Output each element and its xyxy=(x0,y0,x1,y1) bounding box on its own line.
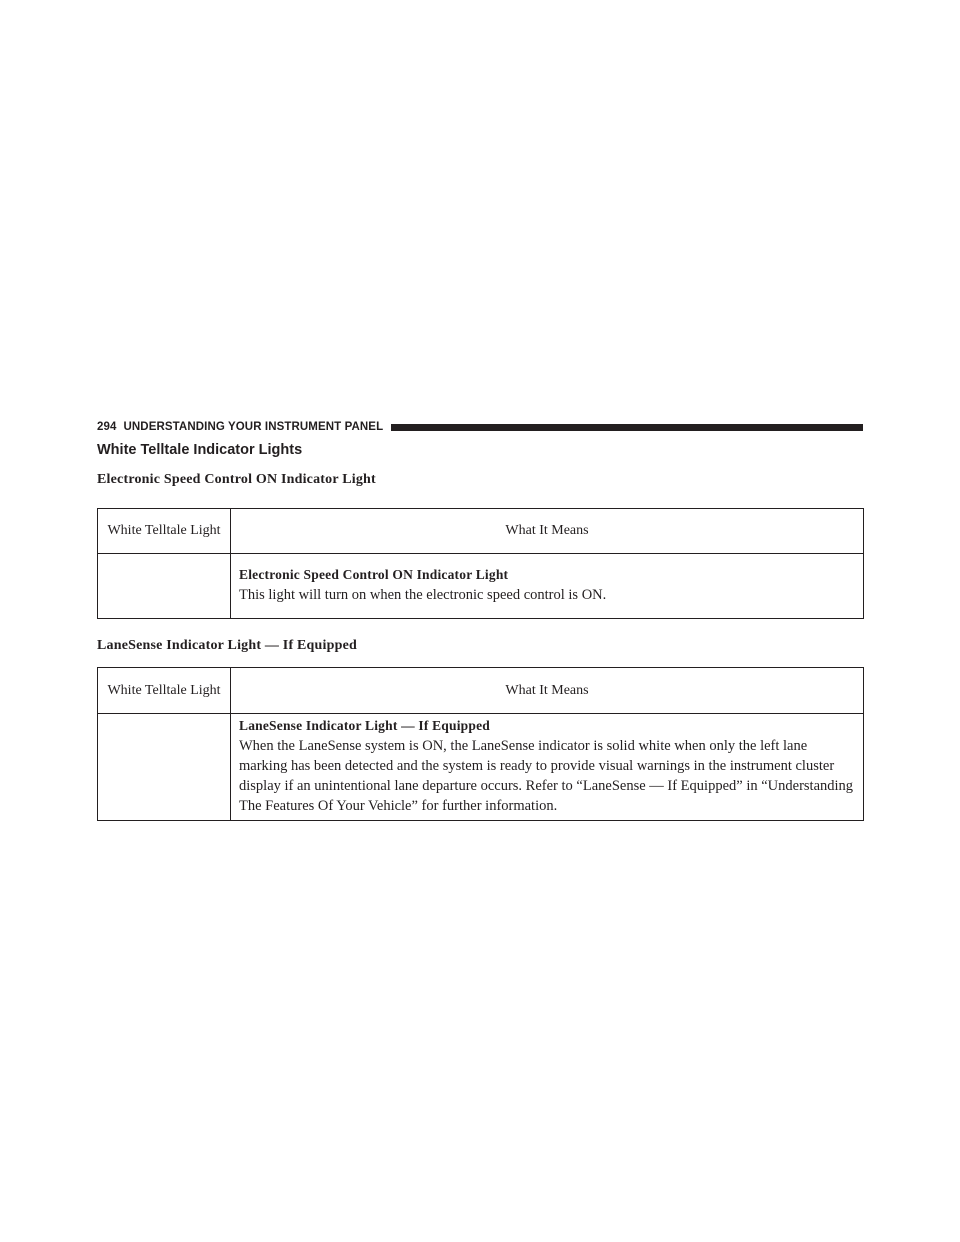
speed-control-icon-cell xyxy=(98,554,231,619)
speed-control-description-cell xyxy=(231,554,864,619)
table-header-row xyxy=(98,668,864,714)
column-header-means: What It Means xyxy=(231,668,864,714)
lanesense-description-cell xyxy=(231,714,864,821)
table-row xyxy=(98,714,864,821)
row-text: When the LaneSense system is ON, the LaneSense indicator is solid white when only the left lane marking has been detected and the system is ready to provide visual warnings in the instrument cluster display if an unintentional lane departure occurs. Refer to “LaneSense — If Equipped” in “Understanding The Features Of Your Vehicle” for further information. xyxy=(239,738,854,814)
speed-control-heading: Electronic Speed Control ON Indicator Light xyxy=(97,472,376,487)
page-header xyxy=(97,419,863,435)
row-text: This light will turn on when the electronic speed control is ON. xyxy=(239,587,607,603)
section-title: White Telltale Indicator Lights xyxy=(97,442,303,458)
table-row xyxy=(98,554,864,619)
running-head: UNDERSTANDING YOUR INSTRUMENT PANEL xyxy=(123,421,384,433)
column-header-light: White Telltale Light xyxy=(98,668,231,714)
row-title: LaneSense Indicator Light — If Equipped xyxy=(239,718,490,733)
header-rule xyxy=(391,424,863,431)
row-title: Electronic Speed Control ON Indicator Light xyxy=(239,567,509,582)
column-header-means: What It Means xyxy=(231,509,864,554)
lanesense-heading: LaneSense Indicator Light — If Equipped xyxy=(97,638,357,653)
lanesense-icon-cell xyxy=(98,714,231,821)
table-header-row xyxy=(98,509,864,554)
lanesense-table xyxy=(97,667,864,821)
speed-control-table xyxy=(97,508,864,619)
page-number: 294 xyxy=(97,421,117,433)
column-header-light: White Telltale Light xyxy=(98,509,231,554)
